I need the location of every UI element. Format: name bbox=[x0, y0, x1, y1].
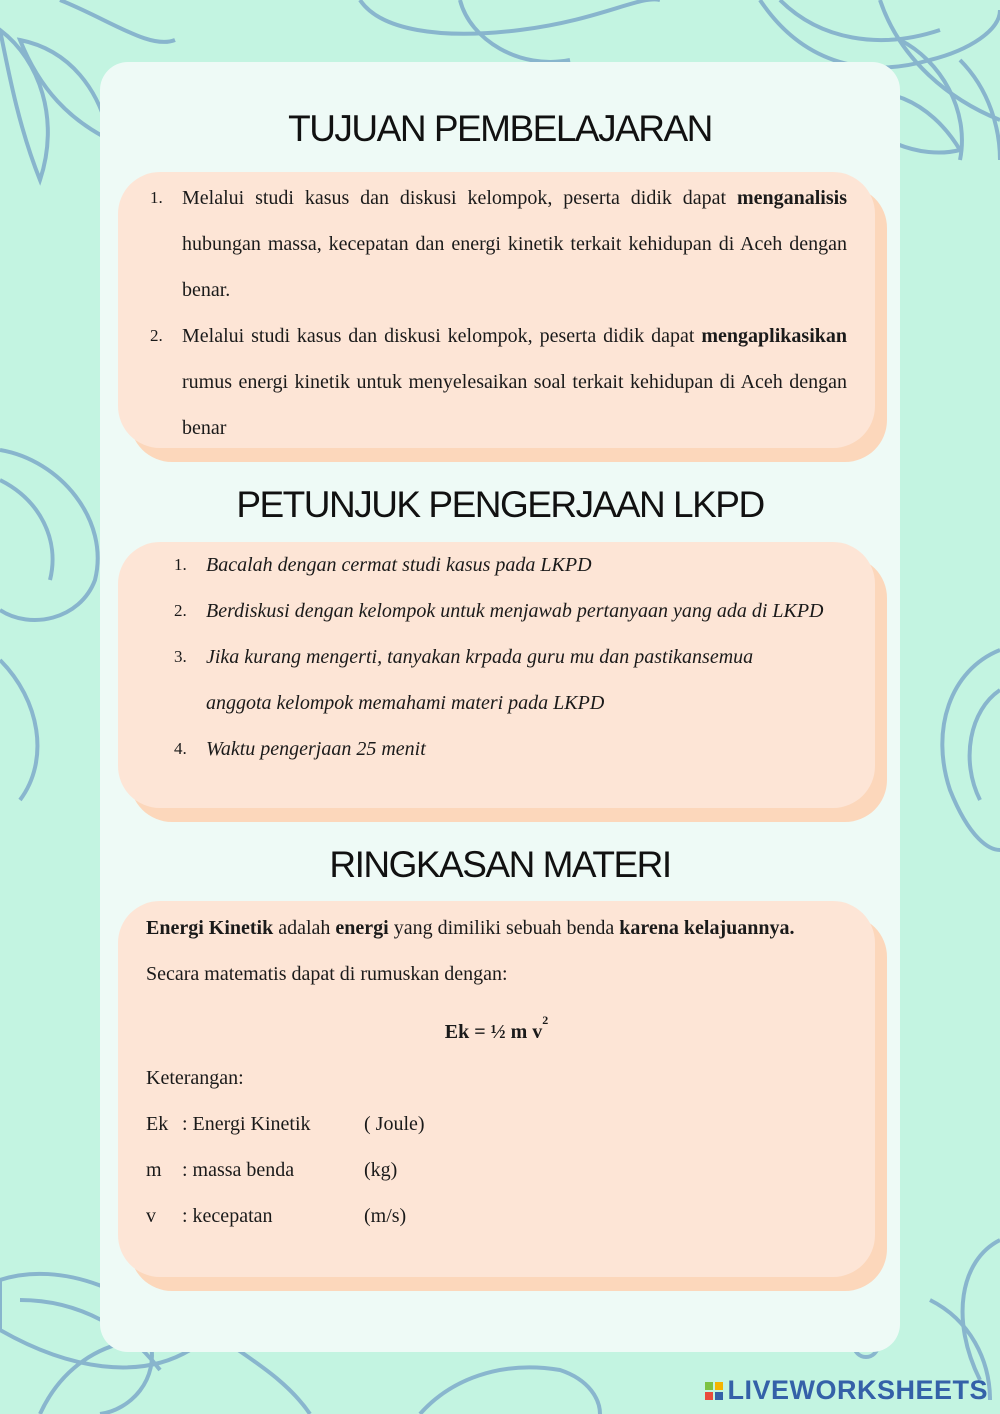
direction-item bbox=[118, 588, 875, 634]
legend-row bbox=[118, 1147, 875, 1193]
direction-number: 2. bbox=[174, 601, 187, 620]
legend-unit: (kg) bbox=[364, 1159, 398, 1181]
legend-description: : Energi Kinetik bbox=[182, 1113, 311, 1135]
objective-item bbox=[118, 313, 875, 451]
definition bbox=[118, 901, 875, 951]
objective-keyword: menganalisis bbox=[736, 187, 847, 209]
directions-list bbox=[118, 542, 875, 772]
objectives-heading: TUJUAN PEMBELAJARAN bbox=[288, 108, 712, 149]
legend-unit: ( Joule) bbox=[364, 1113, 425, 1135]
objective-item bbox=[118, 175, 875, 313]
objective-number: 1. bbox=[150, 188, 163, 207]
legend-row bbox=[118, 1193, 875, 1239]
direction-item bbox=[118, 726, 875, 772]
liveworksheets-logo-icon bbox=[705, 1382, 723, 1400]
summary-card bbox=[118, 901, 875, 1277]
objectives-card bbox=[118, 172, 875, 448]
formula-intro: Secara matematis dapat di rumuskan dengan: bbox=[146, 963, 508, 985]
objective-keyword: mengaplikasikan bbox=[701, 325, 847, 347]
definition-energy: energi bbox=[335, 917, 389, 939]
direction-text: Waktu pengerjaan 25 menit bbox=[206, 738, 426, 760]
definition-reason: karena kelajuannya. bbox=[619, 917, 795, 939]
objective-text-rest: hubungan massa, kecepatan dan energi kinetik terkait kehidupan di Aceh dengan benar. bbox=[182, 233, 847, 301]
legend-description: : kecepatan bbox=[182, 1205, 273, 1227]
legend-unit: (m/s) bbox=[364, 1205, 407, 1227]
legend-symbol: m bbox=[146, 1159, 162, 1181]
direction-text: Jika kurang mengerti, tanyakan krpada guru mu dan pastikansemua anggota kelompok memahami materi pada LKPD bbox=[206, 646, 754, 714]
summary-heading: RINGKASAN MATERI bbox=[329, 844, 671, 885]
direction-text: Bacalah dengan cermat studi kasus pada LKPD bbox=[206, 554, 592, 576]
direction-number: 4. bbox=[174, 739, 187, 758]
legend-symbol: Ek bbox=[146, 1113, 169, 1135]
kinetic-energy-formula bbox=[118, 997, 875, 1055]
definition-text: adalah bbox=[273, 917, 336, 939]
objective-text-rest: rumus energi kinetik untuk menyelesaikan soal terkait kehidupan di Aceh dengan benar bbox=[182, 371, 847, 439]
direction-item bbox=[118, 542, 875, 588]
legend-symbol: v bbox=[146, 1205, 156, 1227]
legend-description: : massa benda bbox=[182, 1159, 295, 1181]
direction-item bbox=[118, 634, 875, 726]
objective-text: Melalui studi kasus dan diskusi kelompok, peserta didik dapat bbox=[182, 325, 702, 347]
legend-row bbox=[118, 1101, 875, 1147]
brand-name: LIVEWORKSHEETS bbox=[727, 1375, 988, 1405]
direction-text: Berdiskusi dengan kelompok untuk menjawab pertanyaan yang ada di LKPD bbox=[206, 600, 824, 622]
legend-title: Keterangan: bbox=[146, 1067, 244, 1089]
objective-text: Melalui studi kasus dan diskusi kelompok, peserta didik dapat bbox=[182, 187, 737, 209]
formula-text: Ek = ½ m v bbox=[444, 1021, 543, 1043]
directions-heading: PETUNJUK PENGERJAAN LKPD bbox=[236, 484, 764, 525]
directions-card bbox=[118, 542, 875, 808]
direction-number: 3. bbox=[174, 647, 187, 666]
definition-text-2: yang dimiliki sebuah benda bbox=[388, 917, 620, 939]
objective-number: 2. bbox=[150, 326, 163, 345]
formula-exponent: 2 bbox=[542, 1013, 549, 1027]
direction-number: 1. bbox=[174, 555, 187, 574]
objectives-list bbox=[118, 172, 875, 451]
definition-term: Energi Kinetik bbox=[146, 917, 274, 939]
liveworksheets-logo[interactable] bbox=[705, 1375, 988, 1406]
